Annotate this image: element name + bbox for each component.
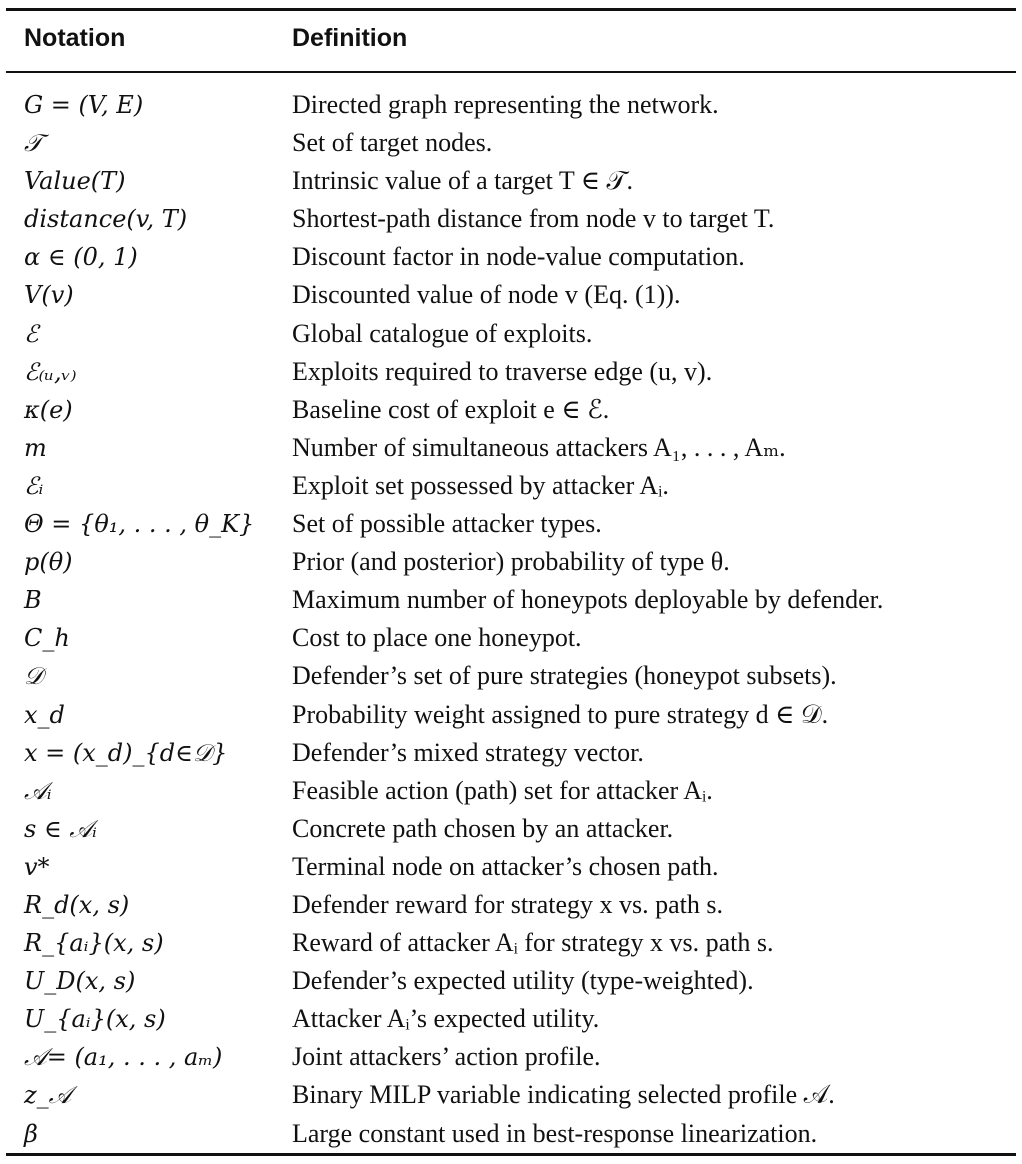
table-row (6, 696, 1016, 734)
definition-cell: Exploit set possessed by attacker Aᵢ. (292, 470, 669, 500)
table-row (6, 276, 1016, 314)
definition-cell: Attacker Aᵢ’s expected utility. (292, 1004, 600, 1034)
notation-cell: 𝒜= (a₁, . . . , aₘ) (24, 1043, 223, 1072)
notation-cell: 𝒟 (24, 662, 44, 691)
definition-cell: Concrete path chosen by an attacker. (292, 813, 674, 843)
notation-cell: ℰ₍ᵤ,ᵥ₎ (24, 357, 77, 386)
top-rule (6, 8, 1016, 11)
table-row (6, 657, 1016, 695)
definition-cell: Probability weight assigned to pure strategy d ∈ 𝒟. (292, 699, 829, 729)
notation-cell: U_D(x, s) (24, 967, 136, 996)
notation-cell: s ∈ 𝒜ᵢ (24, 814, 97, 843)
notation-cell: Value(T) (24, 167, 126, 196)
notation-cell: R_{aᵢ}(x, s) (24, 929, 164, 958)
table-row (6, 581, 1016, 619)
table-row (6, 353, 1016, 391)
table-row (6, 391, 1016, 429)
table-row (6, 1038, 1016, 1076)
definition-cell: Joint attackers’ action profile. (292, 1042, 601, 1072)
definition-cell: Set of target nodes. (292, 128, 493, 158)
notation-cell: distance(v, T) (24, 205, 188, 234)
notation-cell: C_h (24, 624, 70, 653)
table-row (6, 924, 1016, 962)
definition-cell: Cost to place one honeypot. (292, 623, 582, 653)
table-row (6, 1115, 1016, 1153)
definition-cell: Directed graph representing the network. (292, 90, 719, 119)
table-row (6, 543, 1016, 581)
definition-cell: Prior (and posterior) probability of type θ. (292, 547, 730, 577)
notation-cell: Θ = {θ₁, . . . , θ_K} (24, 510, 255, 539)
notation-cell: β (24, 1119, 38, 1148)
notation-cell: 𝒜ᵢ (24, 776, 52, 805)
header-rule (6, 71, 1016, 73)
definition-cell: Terminal node on attacker’s chosen path. (292, 851, 719, 881)
definition-cell: Intrinsic value of a target T ∈ 𝒯. (292, 166, 633, 196)
definition-cell: Reward of attacker Aᵢ for strategy x vs. path s. (292, 928, 774, 958)
table-row (6, 315, 1016, 353)
notation-cell: G = (V, E) (24, 91, 144, 119)
definition-cell: Number of simultaneous attackers A₁, . . . , Aₘ. (292, 432, 786, 462)
notation-cell: z_𝒜 (24, 1081, 72, 1110)
definition-cell: Exploits required to traverse edge (u, v). (292, 356, 713, 386)
notation-cell: V(v) (24, 281, 74, 310)
table-row (6, 886, 1016, 924)
notation-cell: m (24, 433, 47, 462)
definition-cell: Baseline cost of exploit e ∈ ℰ. (292, 394, 610, 424)
table-row (6, 734, 1016, 772)
definition-cell: Set of possible attacker types. (292, 509, 602, 539)
notation-cell: κ(e) (24, 395, 73, 424)
table-row (6, 848, 1016, 886)
table-row (6, 1000, 1016, 1038)
notation-cell: v* (24, 852, 50, 881)
definition-cell: Defender’s set of pure strategies (honeypot subsets). (292, 661, 837, 691)
notation-cell: U_{aᵢ}(x, s) (24, 1005, 166, 1034)
table-row (6, 505, 1016, 543)
notation-cell: x_d (24, 700, 65, 729)
table-row (6, 238, 1016, 276)
definition-cell: Feasible action (path) set for attacker Aᵢ. (292, 775, 713, 805)
notation-cell: p(θ) (24, 548, 73, 577)
header-notation: Notation (24, 24, 126, 52)
definition-cell: Global catalogue of exploits. (292, 318, 593, 348)
table-row (6, 162, 1016, 200)
table-row (6, 810, 1016, 848)
notation-cell: R_d(x, s) (24, 890, 130, 919)
header-definition: Definition (292, 24, 408, 52)
table-row (6, 962, 1016, 1000)
notation-cell: B (24, 586, 42, 615)
definition-cell: Discount factor in node-value computation. (292, 242, 745, 272)
definition-cell: Shortest-path distance from node v to target T. (292, 204, 775, 234)
table-row (6, 124, 1016, 162)
table-row (6, 619, 1016, 657)
table-header (6, 24, 1016, 64)
definition-cell: Defender reward for strategy x vs. path s. (292, 889, 724, 919)
definition-cell: Defender’s mixed strategy vector. (292, 737, 644, 767)
table-row (6, 772, 1016, 810)
table-body (6, 86, 1016, 1153)
table-row (6, 467, 1016, 505)
definition-cell: Defender’s expected utility (type-weighted). (292, 966, 754, 996)
definition-cell: Discounted value of node v (Eq. (1)). (292, 280, 681, 310)
definition-cell: Large constant used in best-response linearization. (292, 1118, 818, 1148)
notation-cell: α ∈ (0, 1) (24, 243, 138, 272)
table-row (6, 86, 1016, 124)
notation-cell: ℰᵢ (24, 471, 44, 500)
notation-cell: 𝒯 (24, 129, 43, 158)
definition-cell: Maximum number of honeypots deployable by defender. (292, 585, 884, 615)
definition-cell: Binary MILP variable indicating selected profile 𝒜. (292, 1080, 835, 1110)
notation-cell: x = (x_d)_{d∈𝒟} (24, 738, 228, 767)
notation-cell: ℰ (24, 319, 39, 348)
bottom-rule (6, 1153, 1016, 1156)
table-row (6, 429, 1016, 467)
table-row (6, 1076, 1016, 1114)
table-row (6, 200, 1016, 238)
